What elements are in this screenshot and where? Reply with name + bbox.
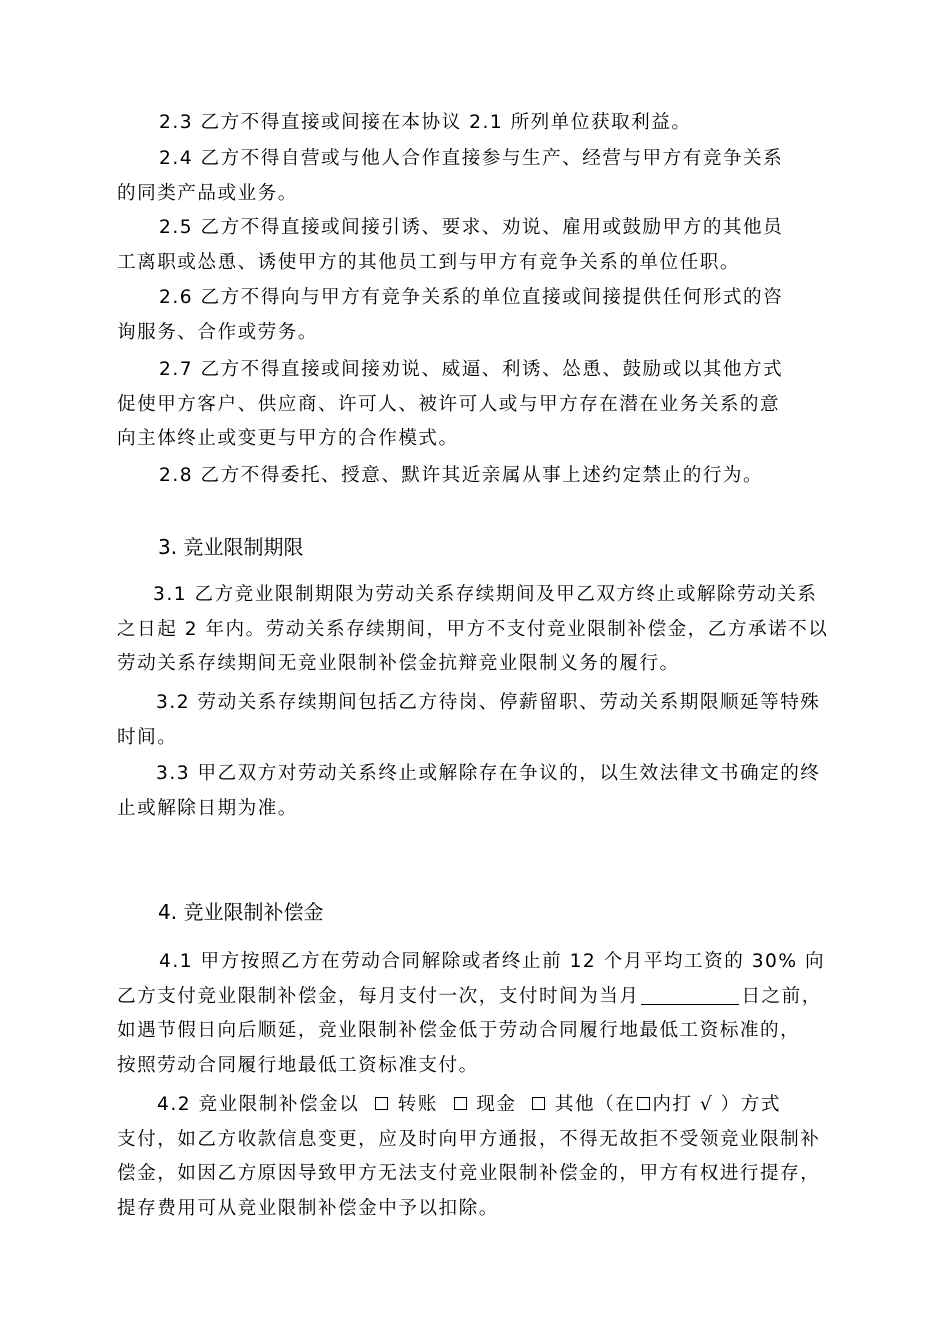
section-3-heading: 3. 竞业限制期限 bbox=[158, 535, 304, 559]
clause-line: 按照劳动合同履行地最低工资标准支付。 bbox=[117, 1054, 479, 1076]
other-checkbox[interactable] bbox=[532, 1097, 545, 1110]
clause-2-4 bbox=[117, 142, 783, 211]
cash-checkbox[interactable] bbox=[454, 1097, 467, 1110]
clause-4-1 bbox=[117, 945, 825, 1083]
clause-text: 乙方支付竞业限制补偿金，每月支付一次，支付时间为当月 bbox=[117, 985, 640, 1007]
clause-line: 的同类产品或业务。 bbox=[117, 182, 298, 204]
clause-line: 3.3 甲乙双方对劳动关系终止或解除存在争议的，以生效法律文书确定的终 bbox=[156, 763, 821, 784]
option-label-cash: 现金 bbox=[476, 1094, 517, 1115]
instruction-open: （在 bbox=[595, 1094, 636, 1115]
clause-2-5 bbox=[117, 211, 783, 280]
clause-line: 向主体终止或变更与甲方的合作模式。 bbox=[117, 428, 459, 449]
clause-line: 2.3 乙方不得直接或间接在本协议 2.1 所列单位获取利益。 bbox=[159, 112, 692, 133]
section-4-heading: 4. 竞业限制补偿金 bbox=[158, 900, 324, 924]
clause-line: 2.5 乙方不得直接或间接引诱、要求、劝说、雇用或鼓励甲方的其他员 bbox=[159, 217, 784, 238]
clause-3-3 bbox=[117, 757, 820, 826]
clause-line: 如遇节假日向后顺延，竞业限制补偿金低于劳动合同履行地最低工资标准的， bbox=[117, 1020, 801, 1041]
clause-line: 支付，如乙方收款信息变更，应及时向甲方通报，不得无故拒不受领竞业限制补 bbox=[117, 1128, 821, 1150]
option-label-transfer: 转账 bbox=[397, 1094, 438, 1115]
clause-line: 促使甲方客户、供应商、许可人、被许可人或与甲方存在潜在业务关系的意 bbox=[117, 393, 781, 415]
clause-text: 日之前， bbox=[741, 985, 822, 1007]
clause-2-7 bbox=[117, 353, 783, 457]
clause-line: 3.1 乙方竞业限制期限为劳动关系存续期间及甲乙双方终止或解除劳动关系 bbox=[153, 584, 818, 605]
clause-2-6 bbox=[117, 281, 783, 350]
clause-line: 2.4 乙方不得自营或与他人合作直接参与生产、经营与甲方有竞争关系 bbox=[159, 148, 784, 169]
clause-3-2 bbox=[117, 686, 820, 755]
transfer-checkbox[interactable] bbox=[375, 1097, 388, 1110]
clause-line: 止或解除日期为准。 bbox=[117, 797, 298, 819]
clause-line: 2.8 乙方不得委托、授意、默许其近亲属从事上述约定禁止的行为。 bbox=[159, 465, 764, 486]
clause-line: 时间。 bbox=[117, 726, 178, 748]
clause-text: 4.2 竞业限制补偿金以 bbox=[157, 1094, 360, 1115]
instruction-close: 内打 √ ）方式 bbox=[652, 1094, 781, 1115]
payment-day-blank[interactable] bbox=[641, 984, 739, 1005]
clause-line: 偿金，如因乙方原因导致甲方无法支付竞业限制补偿金的，甲方有权进行提存， bbox=[117, 1163, 821, 1184]
option-label-other: 其他 bbox=[554, 1094, 596, 1115]
clause-line: 劳动关系存续期间无竞业限制补偿金抗辩竞业限制义务的履行。 bbox=[117, 653, 680, 674]
clause-4-2 bbox=[117, 1088, 820, 1226]
clause-line: 3.2 劳动关系存续期间包括乙方待岗、停薪留职、劳动关系期限顺延等特殊 bbox=[156, 692, 821, 713]
clause-line: 之日起 2 年内。劳动关系存续期间，甲方不支付竞业限制补偿金，乙方承诺不以 bbox=[117, 618, 829, 640]
clause-line: 工离职或怂恿、诱使甲方的其他员工到与甲方有竞争关系的单位任职。 bbox=[117, 251, 740, 273]
clause-2-3 bbox=[117, 106, 691, 141]
clause-2-8 bbox=[117, 459, 763, 494]
clause-line: 2.6 乙方不得向与甲方有竞争关系的单位直接或间接提供任何形式的咨 bbox=[159, 287, 784, 308]
clause-3-1 bbox=[117, 578, 828, 682]
clause-line: 4.1 甲方按照乙方在劳动合同解除或者终止前 12 个月平均工资的 30% 向 bbox=[159, 951, 826, 972]
clause-line bbox=[117, 980, 825, 1015]
clause-line: 询服务、合作或劳务。 bbox=[117, 321, 318, 343]
clause-line: 提存费用可从竞业限制补偿金中予以扣除。 bbox=[117, 1197, 499, 1219]
clause-line bbox=[117, 1088, 820, 1123]
clause-line: 2.7 乙方不得直接或间接劝说、威逼、利诱、怂恿、鼓励或以其他方式 bbox=[159, 359, 784, 380]
example-box-icon bbox=[637, 1097, 650, 1110]
